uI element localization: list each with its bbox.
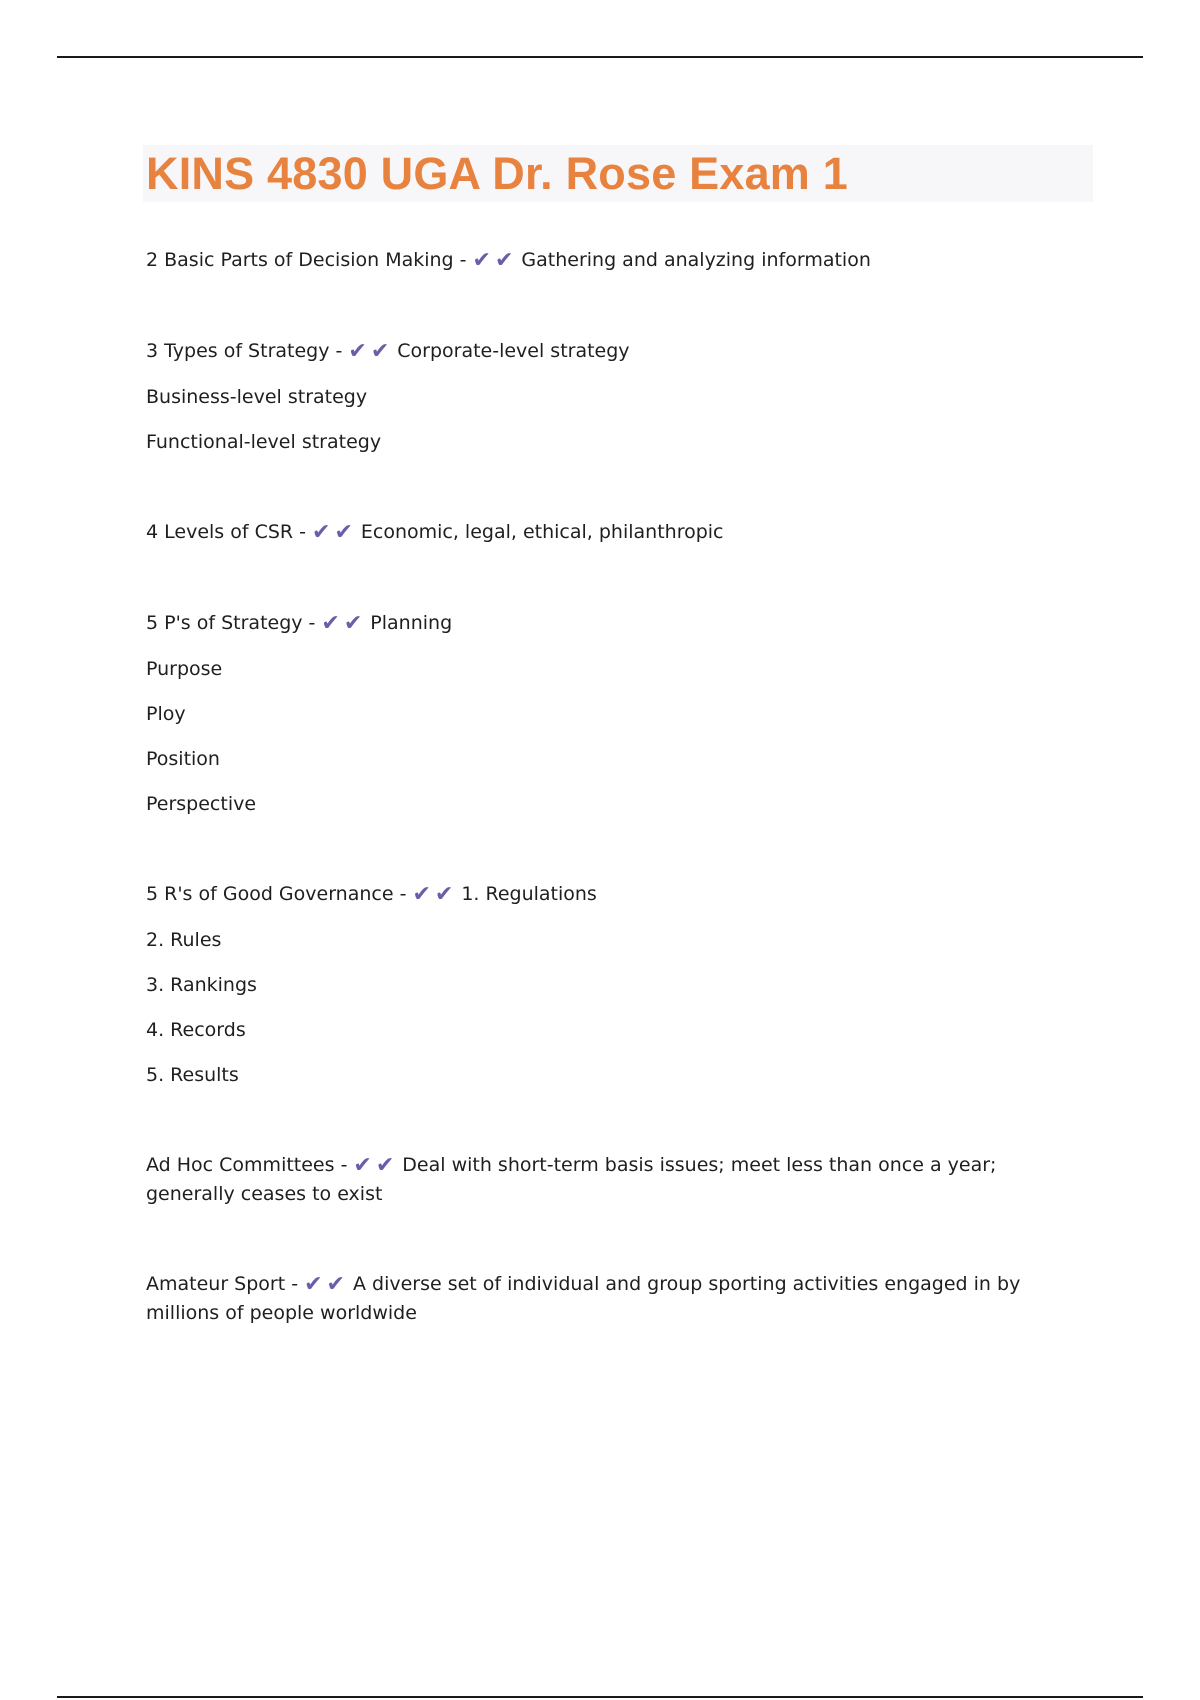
double-check-icon [473,247,518,275]
double-check-icon [312,519,357,547]
flashcard-term: 2 Basic Parts of Decision Making - [146,249,467,271]
check-icon: ✔ [434,882,458,907]
flashcard [146,246,1086,275]
top-rule [57,56,1143,58]
flashcard-answer-line: 4. Records [146,1019,246,1041]
check-icon: ✔ [472,248,495,273]
check-icon: ✔ [326,1272,349,1297]
double-check-icon [353,1152,398,1180]
flashcard [146,1270,1086,1327]
flashcard-answer-line: Purpose [146,658,223,680]
flashcard [146,609,1086,818]
flashcard-question-line [146,246,1086,275]
check-icon: ✔ [412,882,435,907]
double-check-icon [304,1271,349,1299]
flashcard-answer: Economic, legal, ethical, philanthropic [360,521,724,543]
flashcard-answer-line: Business-level strategy [146,386,368,408]
flashcard-question-line [146,1270,1086,1327]
double-check-icon [321,610,366,638]
flashcard [146,880,1086,1089]
flashcard-term: Amateur Sport - [146,1273,299,1295]
flashcard [146,518,1086,547]
flashcard-answer-line: 3. Rankings [146,974,257,996]
flashcard-answer-line: 2. Rules [146,929,222,951]
flashcard-term: 5 P's of Strategy - [146,612,316,634]
flashcard-term: 4 Levels of CSR - [146,521,306,543]
flashcard-list [146,246,1086,1327]
check-icon: ✔ [370,339,394,364]
flashcard-question-line [146,518,1086,547]
flashcard-answer: Gathering and analyzing information [521,249,871,271]
flashcard-answer-line: 5. Results [146,1064,239,1086]
flashcard-term: 3 Types of Strategy - [146,340,343,362]
flashcard-question-line [146,880,1086,909]
flashcard-answer: Planning [370,612,453,634]
double-check-icon [348,338,393,366]
check-icon: ✔ [353,1153,376,1178]
flashcard-answer: Deal with short-term basis issues; meet less than once a year; generally ceases to exist [146,1154,997,1205]
flashcard-question-line [146,1151,1086,1208]
double-check-icon [412,881,457,909]
check-icon: ✔ [334,520,357,545]
bottom-rule [57,1696,1143,1698]
flashcard-term: 5 R's of Good Governance - [146,883,407,905]
flashcard-question-line [146,337,1086,366]
document-title: KINS 4830 UGA Dr. Rose Exam 1 [146,148,848,199]
check-icon: ✔ [375,1153,399,1178]
check-icon: ✔ [304,1272,327,1297]
flashcard-answer: Corporate-level strategy [397,340,630,362]
flashcard [146,1151,1086,1208]
flashcard-term: Ad Hoc Committees - [146,1154,348,1176]
check-icon: ✔ [494,248,518,273]
check-icon: ✔ [321,611,344,636]
flashcard-question-line [146,609,1086,638]
flashcard-answer: A diverse set of individual and group sporting activities engaged in by millions of people worldwide [146,1273,1021,1324]
check-icon: ✔ [312,520,335,545]
flashcard-answer-line: Perspective [146,793,257,815]
flashcard-answer: 1. Regulations [461,883,597,905]
flashcard [146,337,1086,456]
flashcard-answer-line: Ploy [146,703,186,725]
check-icon: ✔ [348,339,371,364]
flashcard-answer-line: Functional-level strategy [146,431,382,453]
flashcard-answer-line: Position [146,748,220,770]
check-icon: ✔ [343,611,367,636]
